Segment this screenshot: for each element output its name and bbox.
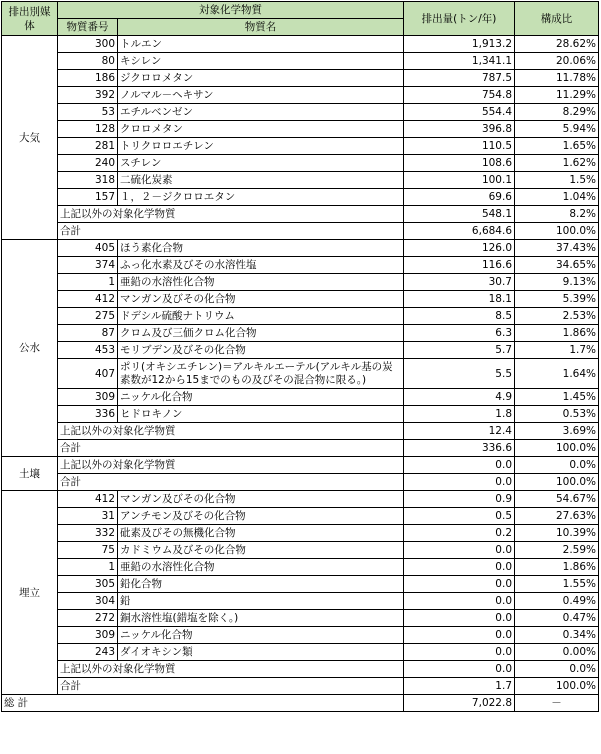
substance-name: ダイオキシン類 bbox=[118, 644, 404, 661]
substance-name: ポリ(オキシエチレン)＝アルキルエーテル(アルキル基の炭素数が12から15までのもの及びその混合物に限る。) bbox=[118, 359, 404, 389]
substance-name: エチルベンゼン bbox=[118, 104, 404, 121]
table-row bbox=[2, 576, 599, 593]
subtotal-row bbox=[2, 678, 599, 695]
table-row bbox=[2, 70, 599, 87]
composition-ratio: 28.62% bbox=[515, 36, 599, 53]
substance-name: 亜鉛の水溶性化合物 bbox=[118, 274, 404, 291]
composition-ratio: 2.53% bbox=[515, 308, 599, 325]
table-row bbox=[2, 172, 599, 189]
table-row bbox=[2, 342, 599, 359]
substance-name: マンガン及びその化合物 bbox=[118, 291, 404, 308]
emission-amount: 6,684.6 bbox=[404, 223, 515, 240]
emission-amount: 0.2 bbox=[404, 525, 515, 542]
subtotal-row bbox=[2, 440, 599, 457]
substance-number: 240 bbox=[58, 155, 118, 172]
composition-ratio: 5.94% bbox=[515, 121, 599, 138]
substance-name: アンチモン及びその化合物 bbox=[118, 508, 404, 525]
emission-amount: 1.8 bbox=[404, 406, 515, 423]
composition-ratio: 1.64% bbox=[515, 359, 599, 389]
composition-ratio: 54.67% bbox=[515, 491, 599, 508]
grand-total-label: 総計 bbox=[2, 695, 404, 712]
substance-name: 砒素及びその無機化合物 bbox=[118, 525, 404, 542]
composition-ratio: 0.53% bbox=[515, 406, 599, 423]
emission-amount: 126.0 bbox=[404, 240, 515, 257]
table-row bbox=[2, 240, 599, 257]
composition-ratio: 3.69% bbox=[515, 423, 599, 440]
substance-number: 332 bbox=[58, 525, 118, 542]
emission-amount: 4.9 bbox=[404, 389, 515, 406]
substance-number: 281 bbox=[58, 138, 118, 155]
substance-number: 412 bbox=[58, 291, 118, 308]
emission-amount: 0.0 bbox=[404, 576, 515, 593]
subtotal-label: 合計 bbox=[58, 474, 404, 491]
substance-name: モリブデン及びその化合物 bbox=[118, 342, 404, 359]
header-media: 排出別媒体 bbox=[2, 2, 58, 36]
other-substances-row bbox=[2, 661, 599, 678]
table-row bbox=[2, 87, 599, 104]
emission-amount: 116.6 bbox=[404, 257, 515, 274]
other-substances-label: 上記以外の対象化学物質 bbox=[58, 423, 404, 440]
substance-number: 374 bbox=[58, 257, 118, 274]
composition-ratio: 1.45% bbox=[515, 389, 599, 406]
substance-name: １，２－ジクロロエタン bbox=[118, 189, 404, 206]
grand-total-ratio: － bbox=[515, 695, 599, 712]
media-label: 大気 bbox=[2, 36, 58, 240]
header-number: 物質番号 bbox=[58, 19, 118, 36]
composition-ratio: 1.04% bbox=[515, 189, 599, 206]
substance-number: 304 bbox=[58, 593, 118, 610]
header-target: 対象化学物質 bbox=[58, 2, 404, 19]
emission-amount: 0.0 bbox=[404, 457, 515, 474]
substance-name: ニッケル化合物 bbox=[118, 389, 404, 406]
composition-ratio: 1.65% bbox=[515, 138, 599, 155]
emission-amount: 100.1 bbox=[404, 172, 515, 189]
composition-ratio: 100.0% bbox=[515, 223, 599, 240]
substance-name: ドデシル硫酸ナトリウム bbox=[118, 308, 404, 325]
emission-amount: 6.3 bbox=[404, 325, 515, 342]
table-row bbox=[2, 274, 599, 291]
subtotal-row bbox=[2, 474, 599, 491]
table-row bbox=[2, 104, 599, 121]
composition-ratio: 0.49% bbox=[515, 593, 599, 610]
substance-name: クロロメタン bbox=[118, 121, 404, 138]
composition-ratio: 20.06% bbox=[515, 53, 599, 70]
emission-amount: 1.7 bbox=[404, 678, 515, 695]
table-body bbox=[2, 36, 599, 712]
substance-name: ノルマル－ヘキサン bbox=[118, 87, 404, 104]
table-row bbox=[2, 508, 599, 525]
table-row bbox=[2, 308, 599, 325]
substance-name: ほう素化合物 bbox=[118, 240, 404, 257]
emission-amount: 0.0 bbox=[404, 593, 515, 610]
emission-amount: 0.0 bbox=[404, 627, 515, 644]
substance-number: 243 bbox=[58, 644, 118, 661]
emission-amount: 18.1 bbox=[404, 291, 515, 308]
other-substances-row bbox=[2, 206, 599, 223]
substance-number: 309 bbox=[58, 627, 118, 644]
composition-ratio: 2.59% bbox=[515, 542, 599, 559]
composition-ratio: 0.00% bbox=[515, 644, 599, 661]
substance-name: スチレン bbox=[118, 155, 404, 172]
substance-number: 128 bbox=[58, 121, 118, 138]
emission-amount: 12.4 bbox=[404, 423, 515, 440]
subtotal-label: 合計 bbox=[58, 440, 404, 457]
emission-amount: 0.0 bbox=[404, 661, 515, 678]
substance-name: 二硫化炭素 bbox=[118, 172, 404, 189]
table-row bbox=[2, 389, 599, 406]
emission-amount: 0.9 bbox=[404, 491, 515, 508]
composition-ratio: 0.47% bbox=[515, 610, 599, 627]
substance-name: 銅水溶性塩(錯塩を除く。) bbox=[118, 610, 404, 627]
subtotal-row bbox=[2, 223, 599, 240]
composition-ratio: 11.29% bbox=[515, 87, 599, 104]
composition-ratio: 0.0% bbox=[515, 457, 599, 474]
table-row bbox=[2, 406, 599, 423]
substance-number: 1 bbox=[58, 274, 118, 291]
substance-name: カドミウム及びその化合物 bbox=[118, 542, 404, 559]
substance-name: ニッケル化合物 bbox=[118, 627, 404, 644]
emission-amount: 30.7 bbox=[404, 274, 515, 291]
composition-ratio: 1.86% bbox=[515, 559, 599, 576]
emission-amount: 754.8 bbox=[404, 87, 515, 104]
emission-amount: 0.0 bbox=[404, 610, 515, 627]
table-row bbox=[2, 291, 599, 308]
table-row bbox=[2, 189, 599, 206]
table-row bbox=[2, 138, 599, 155]
emission-amount: 0.0 bbox=[404, 644, 515, 661]
emission-amount: 5.5 bbox=[404, 359, 515, 389]
substance-number: 31 bbox=[58, 508, 118, 525]
table-row bbox=[2, 559, 599, 576]
emission-amount: 5.7 bbox=[404, 342, 515, 359]
substance-number: 318 bbox=[58, 172, 118, 189]
substance-number: 80 bbox=[58, 53, 118, 70]
header-amount: 排出量(トン/年) bbox=[404, 2, 515, 36]
emission-amount: 0.0 bbox=[404, 474, 515, 491]
table-row bbox=[2, 53, 599, 70]
substance-number: 309 bbox=[58, 389, 118, 406]
substance-number: 53 bbox=[58, 104, 118, 121]
media-label: 公水 bbox=[2, 240, 58, 457]
composition-ratio: 1.7% bbox=[515, 342, 599, 359]
substance-number: 412 bbox=[58, 491, 118, 508]
substance-number: 157 bbox=[58, 189, 118, 206]
other-substances-row bbox=[2, 423, 599, 440]
composition-ratio: 1.86% bbox=[515, 325, 599, 342]
subtotal-label: 合計 bbox=[58, 678, 404, 695]
table-row bbox=[2, 359, 599, 389]
table-row bbox=[2, 644, 599, 661]
table-row bbox=[2, 325, 599, 342]
grand-total-amount: 7,022.8 bbox=[404, 695, 515, 712]
emission-amount: 554.4 bbox=[404, 104, 515, 121]
composition-ratio: 27.63% bbox=[515, 508, 599, 525]
table-row bbox=[2, 593, 599, 610]
composition-ratio: 37.43% bbox=[515, 240, 599, 257]
substance-number: 1 bbox=[58, 559, 118, 576]
emission-amount: 69.6 bbox=[404, 189, 515, 206]
table-row bbox=[2, 525, 599, 542]
table-row bbox=[2, 121, 599, 138]
emission-amount: 336.6 bbox=[404, 440, 515, 457]
emission-amount: 108.6 bbox=[404, 155, 515, 172]
subtotal-label: 合計 bbox=[58, 223, 404, 240]
table-row bbox=[2, 36, 599, 53]
emission-amount: 1,341.1 bbox=[404, 53, 515, 70]
substance-number: 392 bbox=[58, 87, 118, 104]
composition-ratio: 11.78% bbox=[515, 70, 599, 87]
emission-amount: 548.1 bbox=[404, 206, 515, 223]
other-substances-label: 上記以外の対象化学物質 bbox=[58, 457, 404, 474]
substance-name: 亜鉛の水溶性化合物 bbox=[118, 559, 404, 576]
emission-amount: 787.5 bbox=[404, 70, 515, 87]
emission-amount: 8.5 bbox=[404, 308, 515, 325]
composition-ratio: 8.2% bbox=[515, 206, 599, 223]
substance-name: ヒドロキノン bbox=[118, 406, 404, 423]
table-header bbox=[2, 2, 599, 36]
substance-name: キシレン bbox=[118, 53, 404, 70]
emissions-table bbox=[1, 1, 599, 712]
table-row bbox=[2, 542, 599, 559]
emission-amount: 0.0 bbox=[404, 542, 515, 559]
media-label: 土壌 bbox=[2, 457, 58, 491]
table-row bbox=[2, 491, 599, 508]
table-row bbox=[2, 257, 599, 274]
composition-ratio: 10.39% bbox=[515, 525, 599, 542]
substance-name: 鉛化合物 bbox=[118, 576, 404, 593]
substance-number: 300 bbox=[58, 36, 118, 53]
composition-ratio: 1.55% bbox=[515, 576, 599, 593]
table-row bbox=[2, 627, 599, 644]
other-substances-label: 上記以外の対象化学物質 bbox=[58, 661, 404, 678]
substance-name: トルエン bbox=[118, 36, 404, 53]
emission-amount: 0.5 bbox=[404, 508, 515, 525]
composition-ratio: 100.0% bbox=[515, 440, 599, 457]
substance-name: ふっ化水素及びその水溶性塩 bbox=[118, 257, 404, 274]
emission-amount: 0.0 bbox=[404, 559, 515, 576]
substance-name: 鉛 bbox=[118, 593, 404, 610]
composition-ratio: 5.39% bbox=[515, 291, 599, 308]
composition-ratio: 100.0% bbox=[515, 474, 599, 491]
composition-ratio: 0.0% bbox=[515, 661, 599, 678]
emission-amount: 110.5 bbox=[404, 138, 515, 155]
table-row bbox=[2, 610, 599, 627]
substance-number: 275 bbox=[58, 308, 118, 325]
composition-ratio: 1.5% bbox=[515, 172, 599, 189]
substance-number: 272 bbox=[58, 610, 118, 627]
other-substances-row bbox=[2, 457, 599, 474]
other-substances-label: 上記以外の対象化学物質 bbox=[58, 206, 404, 223]
header-ratio: 構成比 bbox=[515, 2, 599, 36]
table-row bbox=[2, 155, 599, 172]
composition-ratio: 34.65% bbox=[515, 257, 599, 274]
substance-number: 407 bbox=[58, 359, 118, 389]
substance-name: トリクロロエチレン bbox=[118, 138, 404, 155]
substance-name: マンガン及びその化合物 bbox=[118, 491, 404, 508]
composition-ratio: 100.0% bbox=[515, 678, 599, 695]
composition-ratio: 9.13% bbox=[515, 274, 599, 291]
substance-number: 186 bbox=[58, 70, 118, 87]
substance-name: ジクロロメタン bbox=[118, 70, 404, 87]
composition-ratio: 1.62% bbox=[515, 155, 599, 172]
substance-number: 405 bbox=[58, 240, 118, 257]
substance-number: 75 bbox=[58, 542, 118, 559]
emission-amount: 1,913.2 bbox=[404, 36, 515, 53]
substance-number: 87 bbox=[58, 325, 118, 342]
emission-amount: 396.8 bbox=[404, 121, 515, 138]
composition-ratio: 8.29% bbox=[515, 104, 599, 121]
media-label: 埋立 bbox=[2, 491, 58, 695]
grand-total-row bbox=[2, 695, 599, 712]
header-name: 物質名 bbox=[118, 19, 404, 36]
substance-number: 453 bbox=[58, 342, 118, 359]
substance-number: 336 bbox=[58, 406, 118, 423]
substance-name: クロム及び三価クロム化合物 bbox=[118, 325, 404, 342]
composition-ratio: 0.34% bbox=[515, 627, 599, 644]
substance-number: 305 bbox=[58, 576, 118, 593]
